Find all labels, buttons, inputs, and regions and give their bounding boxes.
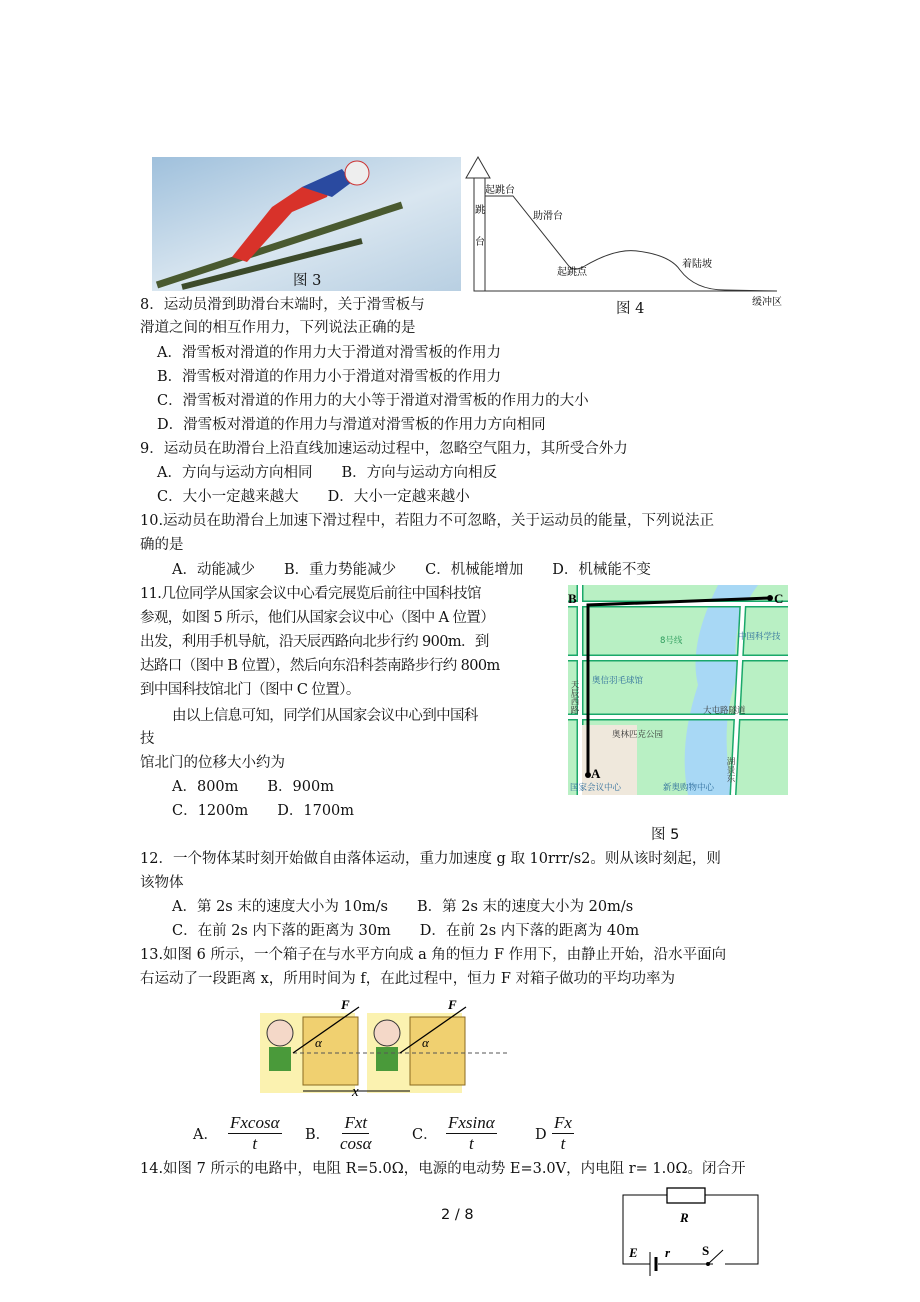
q12-stem: 该物体 <box>140 875 184 891</box>
internal-resistance-label: r <box>665 1245 671 1260</box>
q13-option-c-formula <box>446 1113 497 1154</box>
fig4-caption: 图 4 <box>616 301 645 317</box>
q8-option-c: C．滑雪板对滑道的作用力的大小等于滑道对滑雪板的作用力的大小 <box>157 393 589 409</box>
q10-options: A．动能减少 B．重力势能减少 C．机械能增加 D．机械能不变 <box>172 562 651 578</box>
label-tower-1: 跳 <box>475 205 485 216</box>
resistor-label: R <box>680 1210 689 1225</box>
map-label: 大屯路隧道 <box>703 706 746 716</box>
page-number: 2 / 8 <box>441 1207 474 1223</box>
q11-line: 到中国科技馆北门（图中 C 位置）。 <box>140 682 360 698</box>
denominator: t <box>468 1134 474 1153</box>
fig5-map <box>568 585 788 795</box>
denominator: t <box>252 1134 258 1153</box>
numerator: Fxt <box>344 1113 368 1132</box>
angle-label: α <box>315 1035 322 1050</box>
q9-options-cd: C．大小一定越来越大 D．大小一定越来越小 <box>157 489 470 505</box>
map-label: 奥信羽毛球馆 <box>592 676 644 686</box>
label-landing-slope: 着陆坡 <box>682 259 712 270</box>
q11-line: 11.几位同学从国家会议中心看完展览后前往中国科技馆 <box>140 586 481 602</box>
q13-stem: 右运动了一段距离 x，所用时间为 f，在此过程中，恒力 F 对箱子做功的平均功率为 <box>140 971 676 987</box>
q13-option-b-label: B． <box>305 1127 331 1143</box>
q13-option-d-label: D <box>535 1127 547 1143</box>
q13-option-c-label: C． <box>412 1127 438 1143</box>
fig6-box-pushing-diagram <box>255 995 520 1100</box>
map-label-hujing-east: 湖景东 <box>725 757 735 783</box>
distance-label: x <box>352 1084 359 1100</box>
q13-option-d-formula <box>552 1113 574 1154</box>
angle-label: α <box>422 1035 429 1050</box>
q8-option-a: A．滑雪板对滑道的作用力大于滑道对滑雪板的作用力 <box>157 345 501 361</box>
denominator: cosα <box>340 1134 372 1153</box>
map-point-c: C <box>774 591 784 606</box>
q13-option-a-label: A． <box>193 1127 218 1143</box>
map-label: 奥林匹克公园 <box>612 730 664 740</box>
q11-line: 参观，如图 5 所示，他们从国家会议中心（图中 A 位置） <box>140 610 495 626</box>
label-tower-2: 台 <box>475 237 485 248</box>
map-label: 8号线 <box>660 636 683 646</box>
switch-label: S <box>702 1243 710 1258</box>
map-label: 中国科学技 <box>738 632 781 642</box>
q13-stem: 13.如图 6 所示，一个箱子在与水平方向成 a 角的恒力 F 作用下，由静止开始，沿水平面向 <box>140 947 727 963</box>
q11-line: 技 <box>140 731 155 747</box>
denominator: t <box>560 1134 566 1153</box>
numerator: Fxsinα <box>448 1113 495 1132</box>
label-takeoff-platform: 起跳台 <box>485 185 515 196</box>
q12-stem: 12．一个物体某时刻开始做自由落体运动，重力加速度 g 取 10rrr/s2。则从该时刻起，则 <box>140 851 721 867</box>
q10-stem: 10.运动员在助滑台上加速下滑过程中，若阻力不可忽略，关于运动员的能量，下列说法正 <box>140 513 715 529</box>
fig7-circuit-diagram <box>615 1182 765 1282</box>
force-label: F <box>448 997 457 1012</box>
q9-stem: 9．运动员在助滑台上沿直线加速运动过程中，忽略空气阻力，其所受合外力 <box>140 441 628 457</box>
force-label: F <box>341 997 350 1012</box>
q11-line: 达路口（图中 B 位置），然后向东沿科荟南路步行约 800m <box>140 658 500 674</box>
q11-options-cd: C．1200m D．1700m <box>172 803 355 819</box>
map-label: 国家会议中心 <box>570 783 622 793</box>
emf-label: E <box>629 1245 638 1260</box>
q13-option-b-formula <box>340 1113 372 1154</box>
fig3-caption: 图 3 <box>293 273 322 289</box>
q8-stem: 8．运动员滑到助滑台末端时，关于滑雪板与 <box>140 297 425 313</box>
q8-option-d: D．滑雪板对滑道的作用力与滑道对滑雪板的作用力方向相同 <box>157 417 546 433</box>
q11-line: 由以上信息可知，同学们从国家会议中心到中国科 <box>172 708 478 724</box>
map-label: 新奥购物中心 <box>663 783 715 793</box>
q9-options-ab: A．方向与运动方向相同 B．方向与运动方向相反 <box>157 465 498 481</box>
q10-stem: 确的是 <box>140 537 184 553</box>
label-inrun: 助滑台 <box>533 211 563 222</box>
fig5-caption: 图 5 <box>651 827 680 843</box>
map-point-b: B <box>568 591 577 606</box>
q8-stem: 滑道之间的相互作用力，下列说法正确的是 <box>140 320 416 336</box>
map-point-a: A <box>591 766 601 781</box>
map-label-tianchen-west-road: 天辰西路 <box>569 680 579 714</box>
q12-options-cd: C．在前 2s 内下落的距离为 30m D．在前 2s 内下落的距离为 40m <box>172 923 640 939</box>
numerator: Fxcosα <box>230 1113 280 1132</box>
q11-options-ab: A．800m B．900m <box>172 779 334 795</box>
q14-stem: 14.如图 7 所示的电路中，电阻 R=5.0Ω，电源的电动势 E=3.0V，内电阻 r= 1.0Ω。闭合开 <box>140 1161 746 1177</box>
label-takeoff-point: 起跳点 <box>557 267 587 278</box>
q12-options-ab: A．第 2s 末的速度大小为 10m/s B．第 2s 末的速度大小为 20m/s <box>172 899 634 915</box>
q8-option-b: B．滑雪板对滑道的作用力小于滑道对滑雪板的作用力 <box>157 369 502 385</box>
label-buffer-zone: 缓冲区 <box>752 297 782 308</box>
q11-line: 馆北门的位移大小约为 <box>140 755 285 771</box>
ski-jump-profile-diagram <box>465 155 785 315</box>
numerator: Fx <box>554 1113 572 1132</box>
q11-line: 出发，利用手机导航，沿天辰西路向北步行约 900m．到 <box>140 634 489 650</box>
q13-option-a-formula <box>228 1113 282 1154</box>
